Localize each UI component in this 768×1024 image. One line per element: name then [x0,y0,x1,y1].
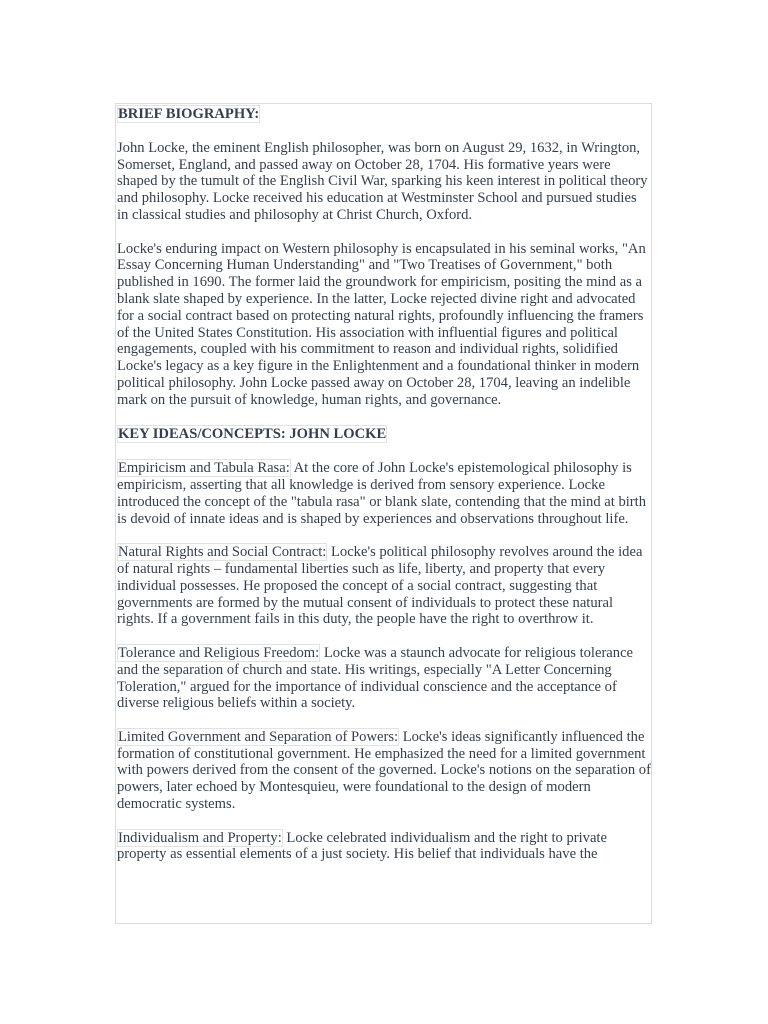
concept-text: Locke was a staunch advocate for religious tolerance and the separation of church and state. His writings, especially "A Letter Concerning Toleration," argued for the importance of individual conscience and the acceptance of diverse religious beliefs within a society. [117,644,634,712]
concept-term: Empiricism and Tabula Rasa: [118,460,290,477]
concept-text: Locke celebrated individualism and the right to private property as essential elements of a just society. His belief that individuals have the [117,829,607,863]
biography-paragraph-2: Locke's enduring impact on Western philosophy is encapsulated in his seminal works, "An Essay Concerning Human Understanding" and "Two Treatises of Government," both published in 1690. The former laid the groundwork for empiricism, positing the mind as a blank slate shaped by experience. In the latter, Locke rejected divine right and advocated for a social contract based on protecting natural rights, profoundly influencing the framers of the United States Constitution. His association with influential figures and political engagements, coupled with his commitment to reason and individual rights, solidified Locke's legacy as a key figure in the Enlightenment and a foundational thinker in modern political philosophy. John Locke passed away on October 28, 1704, leaving an indelible mark on the pursuit of knowledge, human rights, and governance. [117,240,646,408]
concept-item [117,460,651,527]
concept-term: Tolerance and Religious Freedom: [118,644,320,661]
document-page [115,103,652,924]
biography-heading: BRIEF BIOGRAPHY: [118,106,260,122]
concept-item [117,729,651,813]
document-content [116,104,651,863]
concept-text: Locke's ideas significantly influenced the formation of constitutional government. He emphasized the need for a limited government with powers derived from the consent of the governed. Locke's notions on the separation of powers, later echoed by Montesquieu, were foundational to the design of modern democratic systems. [117,728,651,813]
concept-item [117,544,651,628]
concept-term: Limited Government and Separation of Powers: [118,728,399,745]
concept-text: Locke's political philosophy revolves around the idea of natural rights – fundamental liberties such as life, liberty, and property that every individual possesses. He proposed the concept of a social contract, suggesting that governments are formed by the mutual consent of individuals to protect these natural rights. If a government fails in this duty, the people have the right to overthrow it. [117,544,643,628]
concept-item [117,830,651,864]
concept-item [117,645,651,712]
concept-term: Individualism and Property: [118,829,282,846]
biography-heading-wrap [117,104,651,123]
concept-term: Natural Rights and Social Contract: [118,544,327,561]
concepts-heading: KEY IDEAS/CONCEPTS: JOHN LOCKE [118,426,387,443]
biography-paragraph-1: John Locke, the eminent English philosopher, was born on August 29, 1632, in Wrington, Somerset, England, and passed away on October 28, 1704. His formative years were shaped by the tumult of the English Civil War, sparking his keen interest in political theory and philosophy. Locke received his education at Westminster School and pursued studies in classical studies and philosophy at Christ Church, Oxford. [117,139,648,223]
concept-text: At the core of John Locke's epistemological philosophy is empiricism, asserting that all knowledge is derived from sensory experience. Locke introduced the concept of the "tabula rasa" or blank slate, contending that the mind at birth is devoid of innate ideas and is shaped by experiences and observations throughout life. [117,460,647,527]
concepts-heading-wrap [117,425,651,443]
